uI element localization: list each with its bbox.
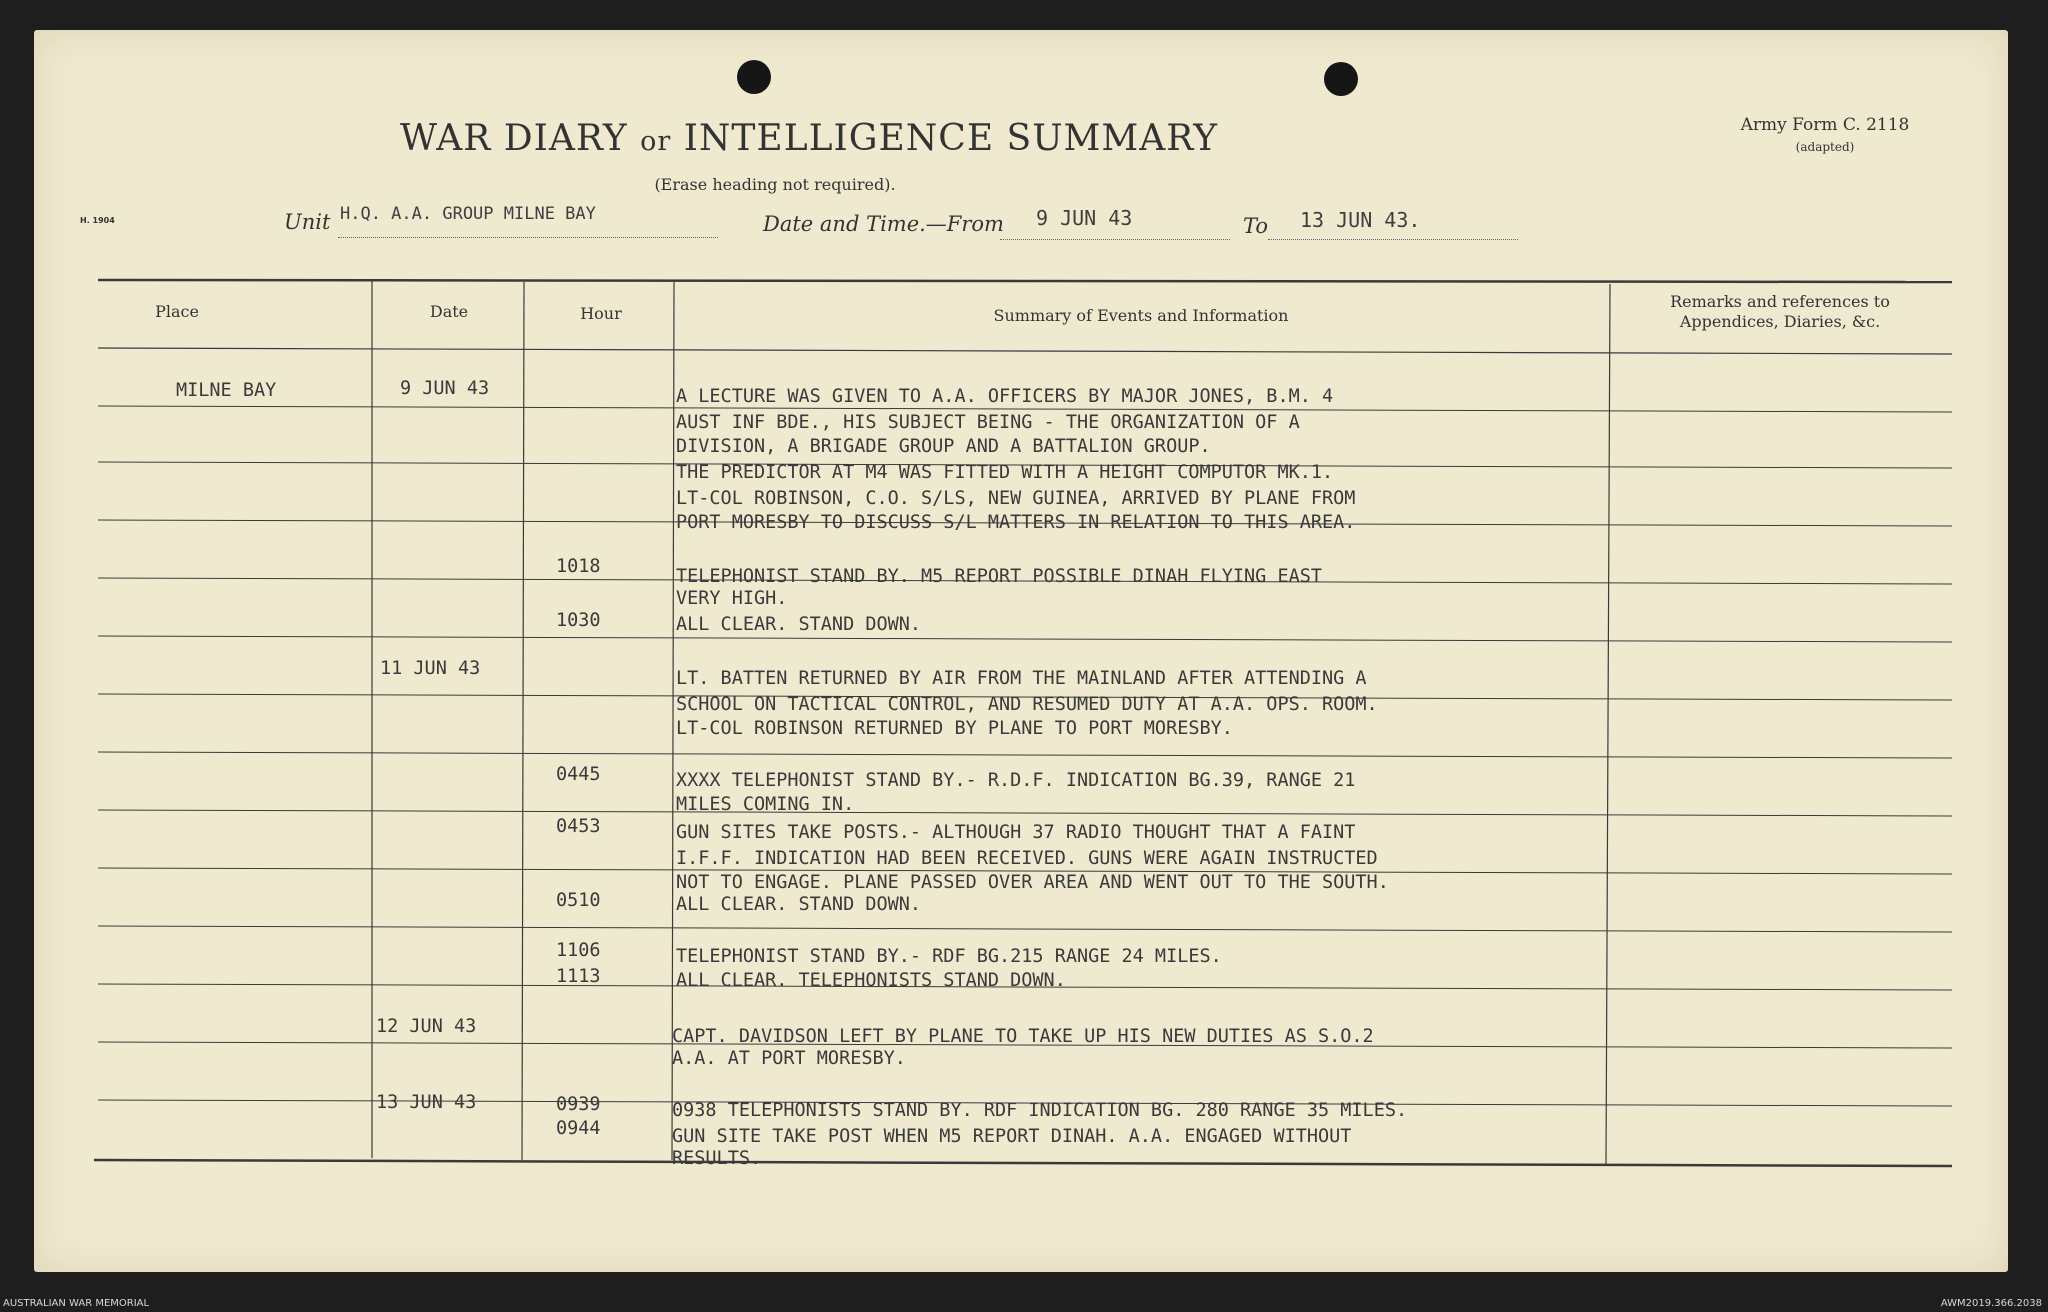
to-value: 13 JUN 43.	[1300, 208, 1421, 232]
column-header-remarks	[1610, 292, 1950, 332]
summary-line: THE PREDICTOR AT M4 WAS FITTED WITH A HEIGHT COMPUTOR MK.1.	[676, 462, 1334, 483]
entry-date: 13 JUN 43	[376, 1092, 477, 1113]
entry-hour: 0445	[556, 764, 601, 785]
column-header-place: Place	[155, 302, 199, 321]
summary-line: AUST INF BDE., HIS SUBJECT BEING - THE ORGANIZATION OF A	[676, 412, 1300, 433]
entry-date: 9 JUN 43	[400, 378, 490, 399]
unit-label: Unit	[284, 210, 331, 234]
to-label: To	[1243, 214, 1269, 238]
summary-line: NOT TO ENGAGE. PLANE PASSED OVER AREA AND WENT OUT TO THE SOUTH.	[676, 872, 1389, 893]
entry-place: MILNE BAY	[176, 380, 277, 401]
row-rule	[98, 810, 1952, 816]
summary-line: PORT MORESBY TO DISCUSS S/L MATTERS IN RELATION TO THIS AREA.	[676, 512, 1356, 533]
summary-line: SCHOOL ON TACTICAL CONTROL, AND RESUMED DUTY AT A.A. OPS. ROOM.	[676, 694, 1378, 715]
entry-hour: 1113	[556, 966, 601, 987]
summary-line: LT-COL ROBINSON, C.O. S/LS, NEW GUINEA, ARRIVED BY PLANE FROM	[676, 488, 1356, 509]
title-or: or	[640, 126, 672, 157]
remarks-header-line: Appendices, Diaries, &c.	[1679, 312, 1881, 331]
summary-line: ALL CLEAR. TELEPHONISTS STAND DOWN.	[676, 970, 1066, 991]
table-bottom-rule	[94, 1160, 1952, 1166]
punch-hole	[737, 60, 771, 94]
entry-hour: 0510	[556, 890, 601, 911]
column-header-summary: Summary of Events and Information	[993, 306, 1289, 325]
summary-line: TELEPHONIST STAND BY.- RDF BG.215 RANGE 24 MILES.	[676, 946, 1222, 967]
summary-line: GUN SITES TAKE POSTS.- ALTHOUGH 37 RADIO THOUGHT THAT A FAINT	[676, 822, 1356, 843]
entry-hour: 0939	[556, 1094, 601, 1115]
summary-line: RESULTS.	[672, 1148, 762, 1169]
from-dotted-line	[1000, 238, 1230, 240]
unit-value: H.Q. A.A. GROUP MILNE BAY	[340, 204, 596, 224]
column-header-date: Date	[429, 302, 469, 321]
row-rule	[98, 636, 1952, 642]
entry-hour: 0944	[556, 1118, 601, 1139]
summary-line: VERY HIGH.	[676, 588, 788, 609]
summary-line: GUN SITE TAKE POST WHEN M5 REPORT DINAH. A.A. ENGAGED WITHOUT	[672, 1126, 1352, 1147]
footer-credit: AUSTRALIAN WAR MEMORIAL	[3, 1298, 150, 1309]
column-divider	[1606, 284, 1610, 1164]
date-time-label: Date and Time.—From	[763, 212, 1004, 236]
row-rule	[98, 926, 1952, 932]
footer-accession-number: AWM2019.366.2038	[1940, 1298, 2042, 1309]
entry-hour: 1018	[556, 556, 601, 577]
page-title	[400, 118, 1219, 159]
summary-line: LT. BATTEN RETURNED BY AIR FROM THE MAINLAND AFTER ATTENDING A	[676, 668, 1367, 689]
unit-dotted-line	[338, 236, 718, 238]
column-header-hour: Hour	[580, 304, 622, 323]
summary-line: XXXX TELEPHONIST STAND BY.- R.D.F. INDICATION BG.39, RANGE 21	[676, 770, 1356, 791]
army-form-adapted: (adapted)	[1795, 140, 1855, 154]
page-subtitle: (Erase heading not required).	[654, 175, 896, 194]
entry-hour: 1030	[556, 610, 601, 631]
row-rule	[98, 752, 1952, 758]
column-divider	[522, 282, 524, 1160]
summary-line: A LECTURE WAS GIVEN TO A.A. OFFICERS BY MAJOR JONES, B.M. 4	[676, 386, 1334, 407]
entry-date: 12 JUN 43	[376, 1016, 477, 1037]
summary-line: ALL CLEAR. STAND DOWN.	[676, 894, 922, 915]
summary-line: LT-COL ROBINSON RETURNED BY PLANE TO PORT MORESBY.	[676, 718, 1233, 739]
punch-hole	[1324, 62, 1358, 96]
from-value: 9 JUN 43	[1036, 206, 1133, 230]
summary-line: 0938 TELEPHONISTS STAND BY. RDF INDICATION BG. 280 RANGE 35 MILES.	[672, 1100, 1408, 1121]
summary-line: DIVISION, A BRIGADE GROUP AND A BATTALION GROUP.	[676, 436, 1211, 457]
title-war-diary: WAR DIARY	[400, 118, 628, 159]
entry-hour: 1106	[556, 940, 601, 961]
summary-line: ALL CLEAR. STAND DOWN.	[676, 614, 922, 635]
to-dotted-line	[1268, 238, 1518, 240]
title-intelligence-summary: INTELLIGENCE SUMMARY	[683, 118, 1219, 159]
army-form-number: Army Form C. 2118	[1740, 115, 1910, 135]
entry-date: 11 JUN 43	[380, 658, 481, 679]
summary-line: A.A. AT PORT MORESBY.	[672, 1048, 906, 1069]
header-bottom-rule	[98, 348, 1952, 354]
table-top-rule	[98, 280, 1952, 282]
remarks-header-line: Remarks and references to	[1670, 292, 1890, 311]
summary-line: MILES COMING IN.	[676, 794, 855, 815]
summary-line: CAPT. DAVIDSON LEFT BY PLANE TO TAKE UP HIS NEW DUTIES AS S.O.2	[672, 1026, 1374, 1047]
form-code: H. 1904	[80, 216, 115, 225]
entry-hour: 0453	[556, 816, 601, 837]
summary-line: TELEPHONIST STAND BY. M5 REPORT POSSIBLE DINAH FLYING EAST	[676, 566, 1323, 587]
summary-line: I.F.F. INDICATION HAD BEEN RECEIVED. GUNS WERE AGAIN INSTRUCTED	[676, 848, 1378, 869]
army-form-label	[1720, 114, 1930, 158]
